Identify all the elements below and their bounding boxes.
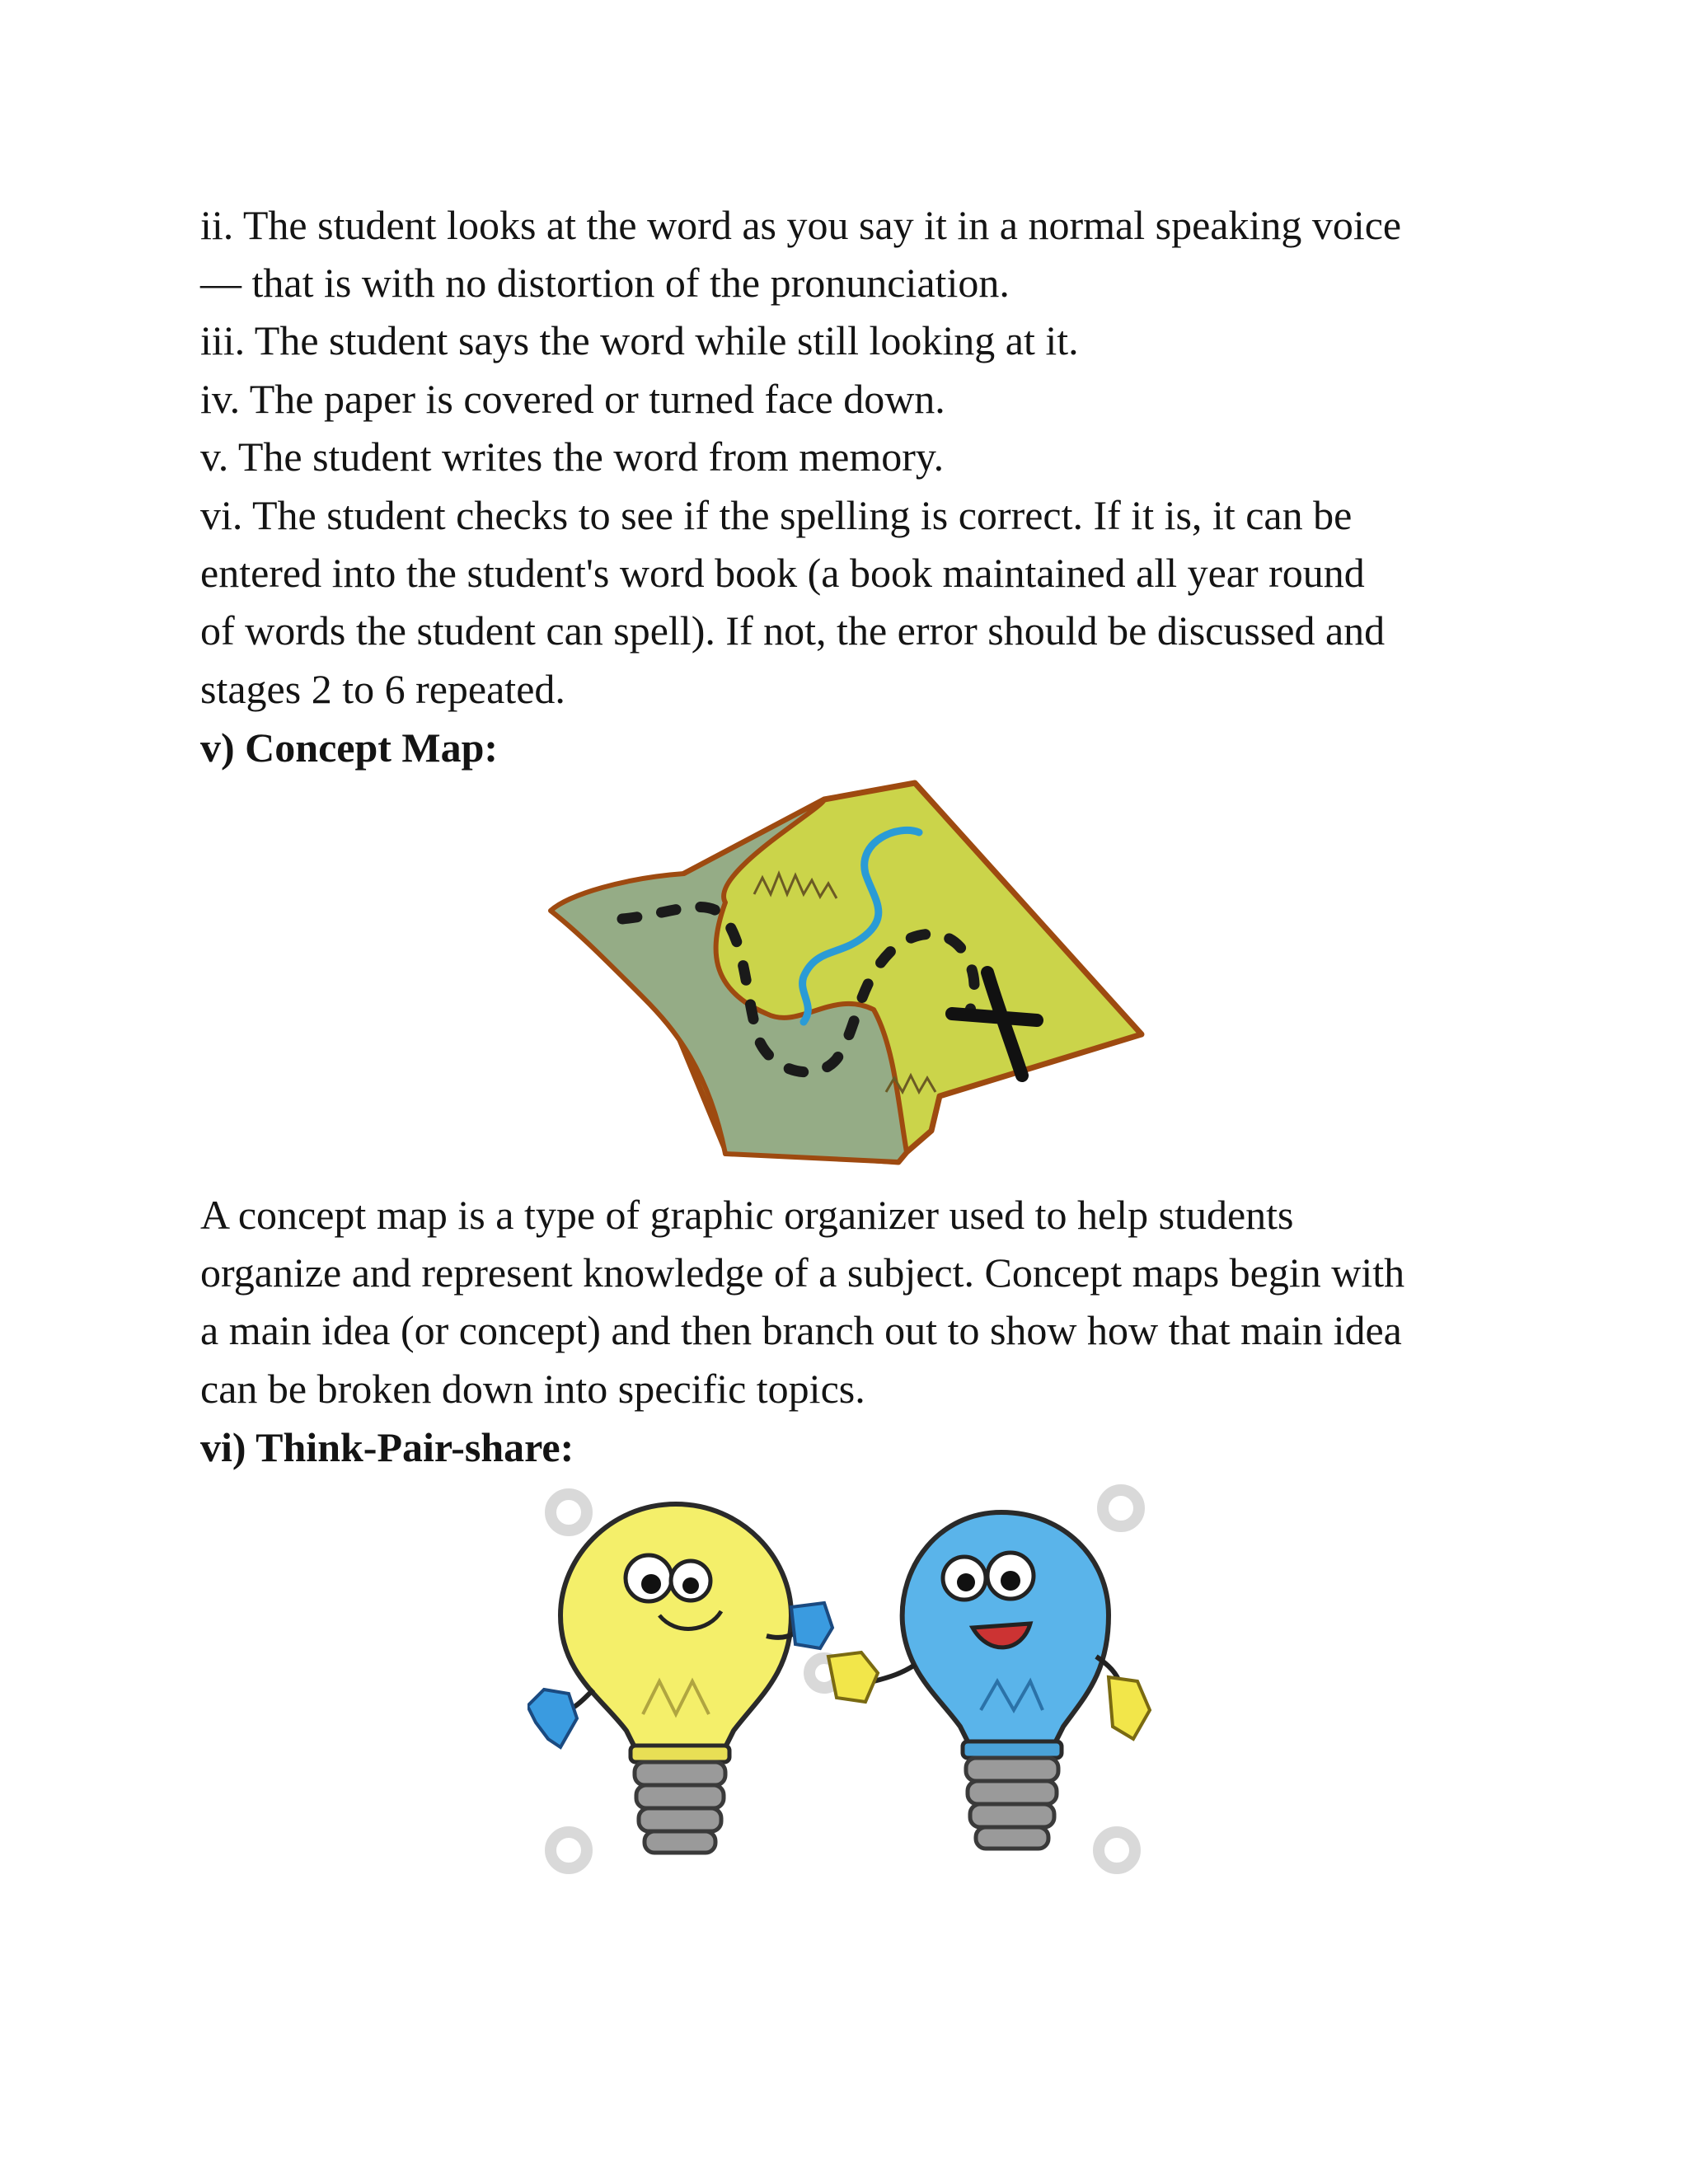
step-vi-line-4: stages 2 to 6 repeated. xyxy=(200,666,565,712)
blue-bulb-hand-right xyxy=(1109,1677,1150,1739)
step-iv: iv. The paper is covered or turned face down. xyxy=(200,376,945,422)
concept-map-desc-line-1: A concept map is a type of graphic organizer used to help students xyxy=(200,1192,1294,1238)
blue-bulb-hand-left xyxy=(828,1652,878,1702)
step-iii: iii. The student says the word while still looking at it. xyxy=(200,317,1079,363)
think-pair-share-heading: vi) Think-Pair-share: xyxy=(200,1424,574,1470)
blue-bulb xyxy=(828,1512,1150,1849)
concept-map-desc-line-3: a main idea (or concept) and then branch out to show how that main idea xyxy=(200,1307,1402,1353)
lightbulbs-handshake-icon xyxy=(528,1475,1162,1887)
concept-map-desc-line-2: organize and represent knowledge of a subject. Concept maps begin with xyxy=(200,1249,1405,1296)
yellow-bulb-hand-right xyxy=(791,1603,832,1648)
step-v: v. The student writes the word from memory. xyxy=(200,434,945,480)
yellow-bulb xyxy=(528,1504,832,1853)
yellow-bulb-hand-left xyxy=(528,1690,577,1747)
step-ii-line-2: — that is with no distortion of the pronunciation. xyxy=(200,260,1010,306)
step-vi-line-2: entered into the student's word book (a book maintained all year round xyxy=(200,550,1365,596)
step-vi-line-1: vi. The student checks to see if the spelling is correct. If it is, it can be xyxy=(200,492,1353,538)
treasure-map-icon xyxy=(544,779,1146,1183)
concept-map-desc-line-4: can be broken down into specific topics. xyxy=(200,1366,865,1412)
step-vi-line-3: of words the student can spell). If not, the error should be discussed and xyxy=(200,607,1386,654)
concept-map-heading: v) Concept Map: xyxy=(200,724,499,771)
step-ii-line-1: ii. The student looks at the word as you say it in a normal speaking voice xyxy=(200,202,1402,248)
